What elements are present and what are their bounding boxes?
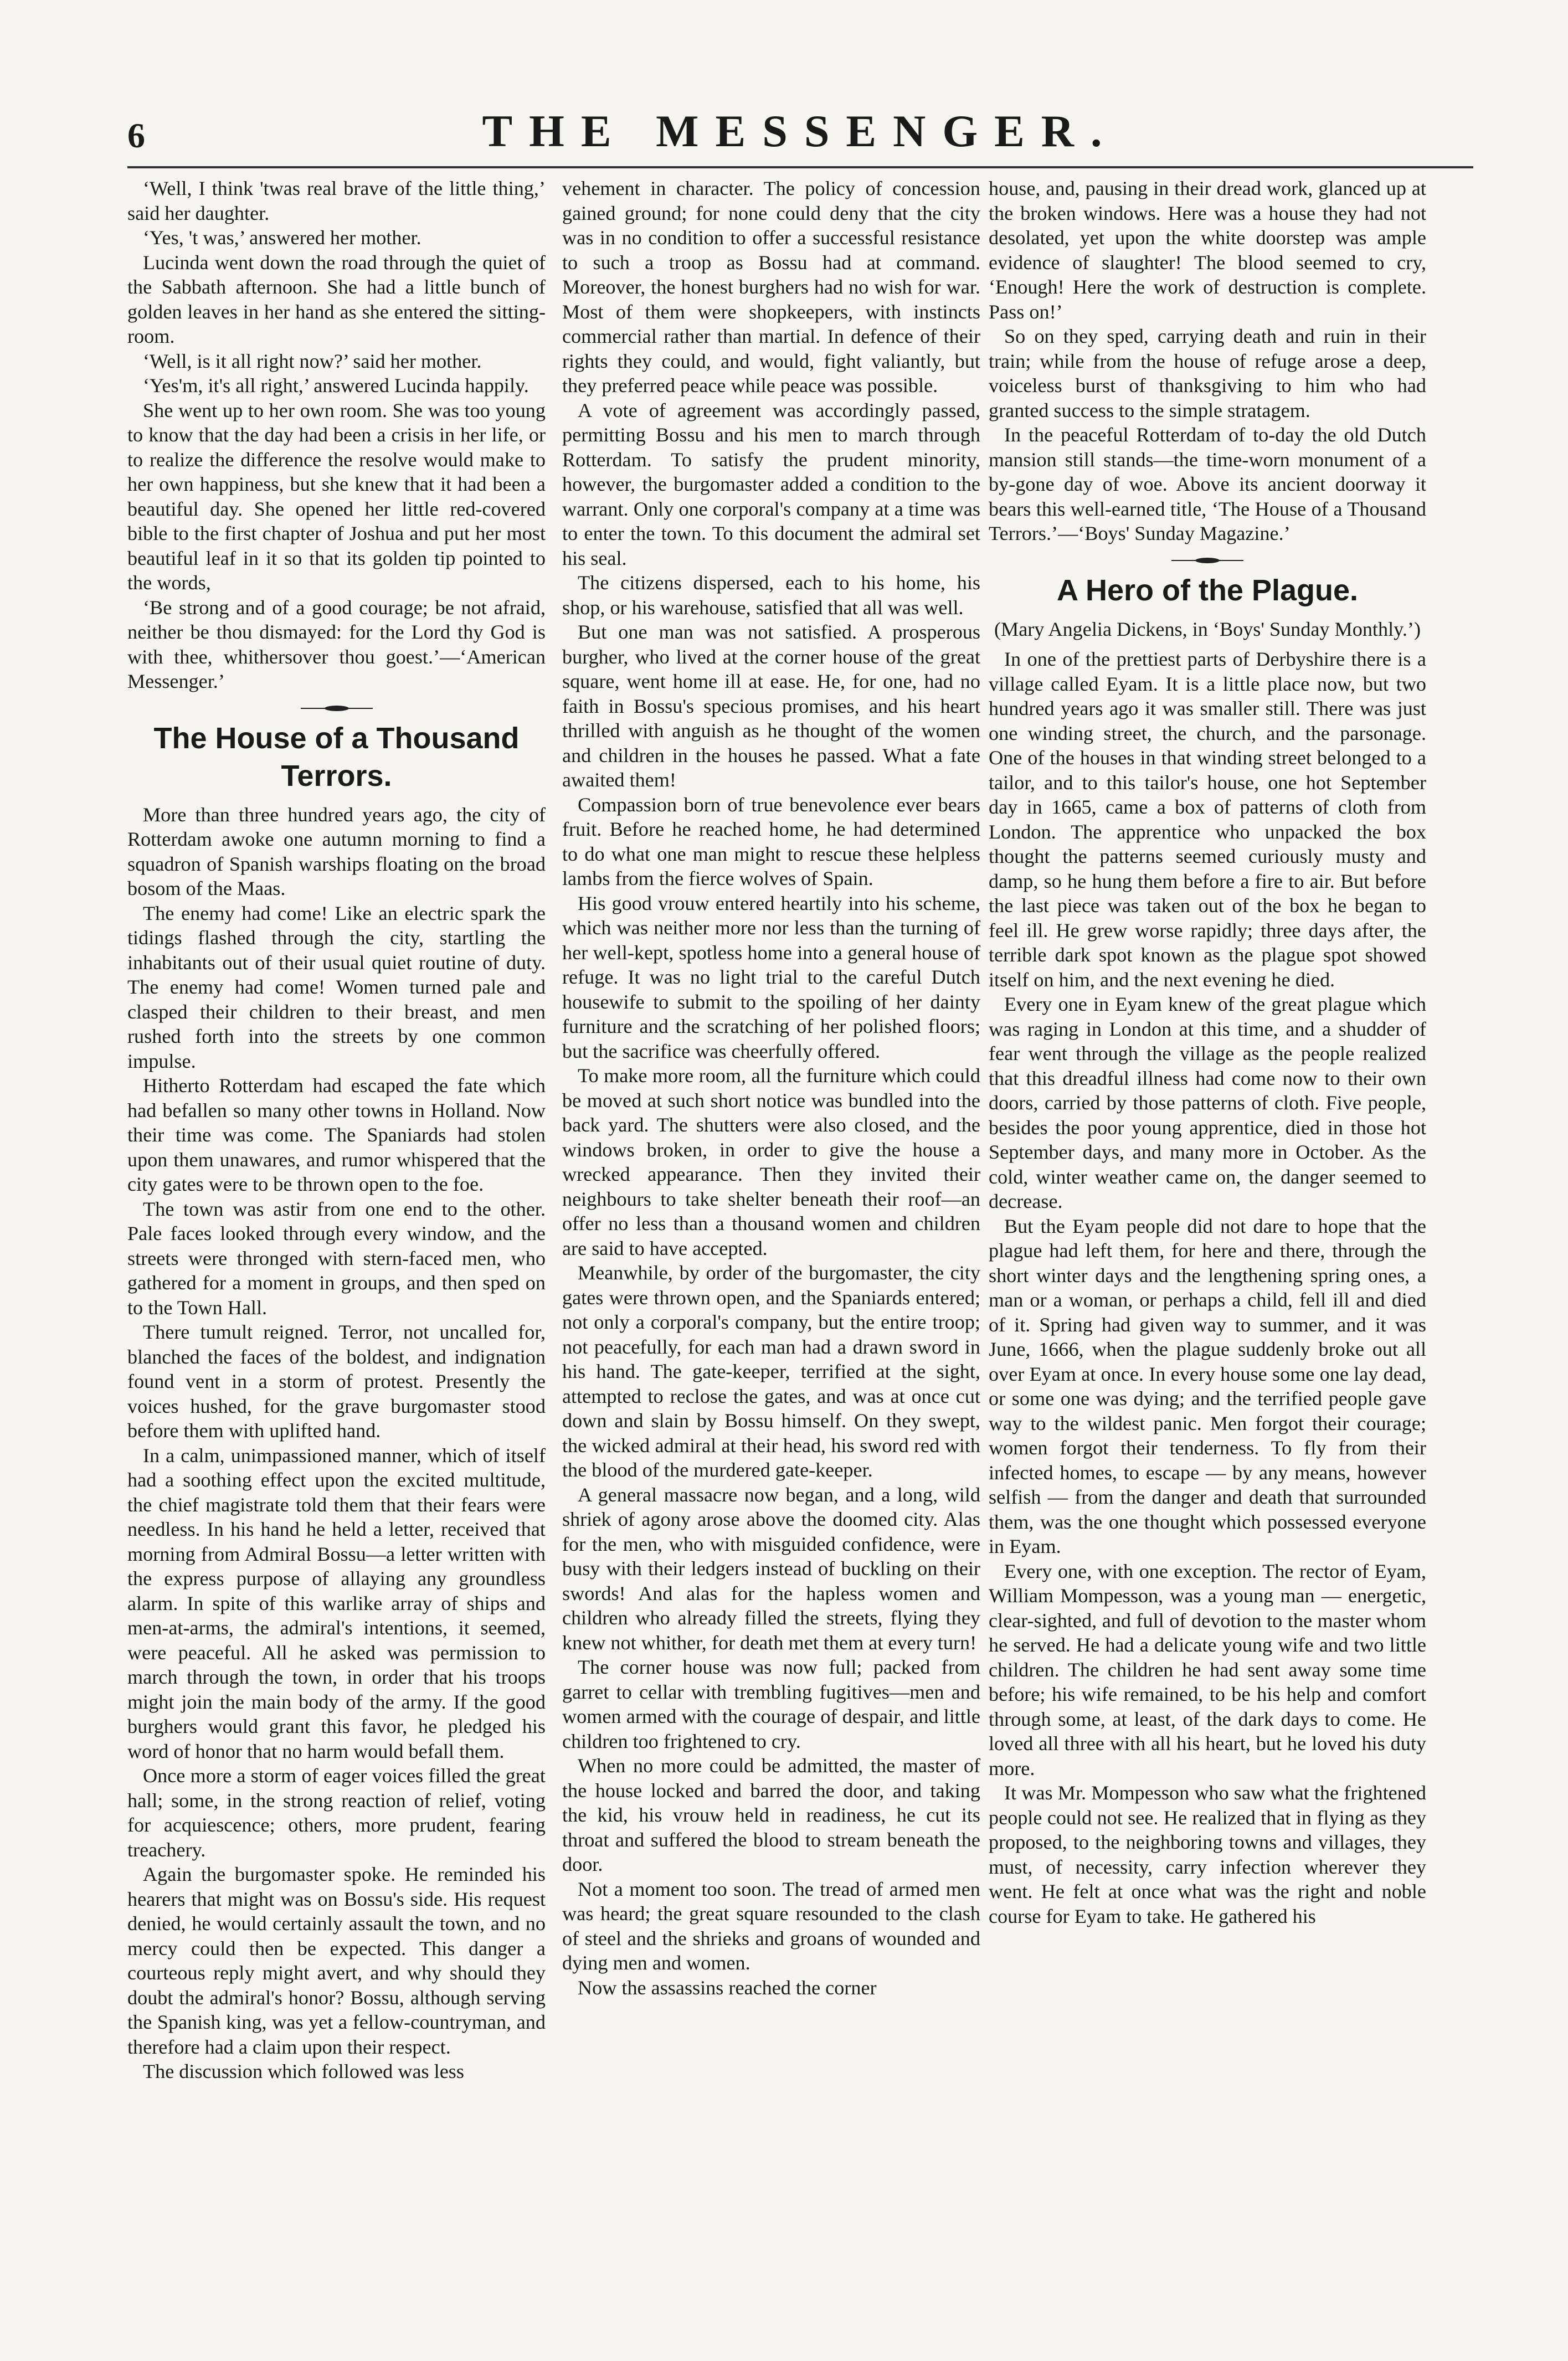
paragraph: Now the assassins reached the corner <box>578 1976 877 1999</box>
paragraph: But the Eyam people did not dare to hope that the plague had left them, for here and there, through the short winter days and the lengthening spring ones, a man or a woman, or perhaps a child, fell ill and died of it. Spring had given way to summer, and it was June, 1666, when the plague suddenly broke out all over Eyam at once. In every house some one lay dead, or some one was dying; and the terrified people gave way to the wildest panic. Men forgot their courage; women forgot their tenderness. To fly from their infected homes, to escape — by any means, however selfish — from the danger and death that surrounded them, was the one thought which possessed everyone in Eyam. <box>989 1215 1426 1557</box>
paragraph: The discussion which followed was less <box>143 2060 464 2082</box>
paragraph: The citizens dispersed, each to his home, his shop, or his warehouse, satisfied that all was well. <box>562 572 980 619</box>
paragraph: ‘Well, is it all right now?’ said her mother. <box>143 349 482 372</box>
paragraph: In a calm, unimpassioned manner, which of itself had a soothing effect upon the excited multitude, the chief magistrate told them that their fears were needless. In his hand he held a letter, received that morning from Admiral Bossu—a letter written with the express purpose of allaying any groundless alarm. In spite of this warlike array of ships and men-at-arms, the admiral's intentions, it seemed, were peaceful. All he asked was permission to march through the town, in order that his troops might join the main body of the army. If the good burghers would grant this favor, he pledged his word of honor that no harm would befall them. <box>127 1444 546 1762</box>
section-heading <box>989 557 1426 609</box>
paragraph: Every one in Eyam knew of the great plague which was raging in London at this time, and a shudder of fear went through the village as the people realized that this dreadful illness had come now to their own doors, carried by those patterns of cloth. Five people, besides the poor young apprentice, died in those hot September days, and many more in October. As the cold, winter weather came on, the danger seemed to decrease. <box>989 993 1426 1212</box>
page-header <box>127 105 1473 166</box>
paragraph: To make more room, all the furniture which could be moved at such short notice was bundled into the back yard. The shutters were also closed, and the windows broken, in order to give the house a wrecked appearance. Then they invited their neighbours to take shelter beneath their roof—an offer no less than a thousand women and children are said to have accepted. <box>562 1064 980 1259</box>
paragraph: In one of the prettiest parts of Derbyshire there is a village called Eyam. It is a little place now, but two hundred years ago it was smaller still. There was just one winding street, the church, and the parsonage. One of the houses in that winding street belonged to a tailor, and to this tailor's house, one hot September day in 1665, came a box of patterns of cloth from London. The apprentice who unpacked the box thought the patterns seemed curiously musty and damp, so he hung them before a fire to air. But before the last piece was taken out of the box he began to feel ill. He grew worse rapidly; three days after, the terrible dark spot known as the plague spot showed itself on him, and the next evening he died. <box>989 648 1426 991</box>
paragraph: A vote of agreement was accordingly passed, permitting Bossu and his men to march through Rotterdam. To satisfy the prudent minority, however, the burgomaster added a condition to the warrant. Only one corporal's company at a time was to enter the town. To this document the admiral set his seal. <box>562 399 980 569</box>
paragraph: ‘Be strong and of a good courage; be not afraid, neither be thou dismayed: for the Lord thy God is with thee, whithersover thou goest.’—‘American Messenger.’ <box>127 596 546 692</box>
article-title: The House of a Thousand Terrors. <box>153 721 520 793</box>
paragraph: She went up to her own room. She was too young to know that the day had been a crisis in her life, or to realize the difference the resolve would make to her own happiness, but she knew that it had been a beautiful day. She opened her little red-covered bible to the first chapter of Joshua and put her most beautiful leaf in it so that its golden tip pointed to the words, <box>127 399 546 594</box>
paragraph: Compassion born of true benevolence ever bears fruit. Before he reached home, he had determined to do what one man might to rescue these helpless lambs from the fierce wolves of Spain. <box>562 793 980 889</box>
paragraph: It was Mr. Mompesson who saw what the frightened people could not see. He realized that in flying as they proposed, to the neighboring towns and villages, they must, of necessity, carry infection wherever they went. He felt at once what was the right and noble course for Eyam to take. He gathered his <box>989 1782 1426 1927</box>
paragraph: The enemy had come! Like an electric spark the tidings flashed through the city, startling the inhabitants out of their usual quiet routine of duty. The enemy had come! Women turned pale and clasped their children to their breast, and men rushed forth into the streets by one common impulse. <box>127 902 546 1072</box>
paragraph: So on they sped, carrying death and ruin in their train; while from the house of refuge arose a deep, voiceless burst of thanksgiving to him who had granted success to the simple stratagem. <box>989 325 1426 421</box>
paragraph: In the peaceful Rotterdam of to-day the old Dutch mansion still stands—the time-worn monument of a by-gone day of woe. Above its ancient doorway it bears this well-earned title, ‘The House of a Thousand Terrors.’—‘Boys' Sunday Magazine.’ <box>989 424 1426 544</box>
paragraph: But one man was not satisfied. A prosperous burgher, who lived at the corner house of the great square, went home ill at ease. He, for one, had no faith in Bossu's specious promises, and his heart thrilled with anguish as he thought of the women and children in the houses he passed. What a fate awaited them! <box>562 621 980 791</box>
column-1 <box>127 176 546 2084</box>
paragraph: More than three hundred years ago, the city of Rotterdam awoke one autumn morning to find a squadron of Spanish warships floating on the broad bosom of the Maas. <box>127 803 546 899</box>
paragraph: Every one, with one exception. The rector of Eyam, William Mompesson, was a young man — energetic, clear-sighted, and full of devotion to the master whom he served. He had a delicate young wife and two little children. The children he had sent away some time before; his wife remained, to be his help and comfort through some, at least, of the dark days to come. He loved all three with all his heart, but he loved his duty more. <box>989 1560 1426 1779</box>
ornament-rule <box>1171 557 1243 564</box>
paragraph: Not a moment too soon. The tread of armed men was heard; the great square resounded to the clash of steel and the shrieks and groans of wounded and dying men and women. <box>562 1878 980 1974</box>
paragraph: Lucinda went down the road through the quiet of the Sabbath afternoon. She had a little bunch of golden leaves in her hand as she entered the sitting-room. <box>127 251 546 347</box>
paragraph: When no more could be admitted, the master of the house locked and barred the door, and taking the kid, his vrouw held in readiness, he cut its throat and suffered the blood to stream beneath the door. <box>562 1755 980 1875</box>
paragraph: ‘Well, I think 'twas real brave of the little thing,’ said her daughter. <box>127 177 546 224</box>
section-heading <box>127 705 546 795</box>
paragraph: Once more a storm of eager voices filled the great hall; some, in the strong reaction of relief, voting for acquiescence; others, more prudent, fearing treachery. <box>127 1765 546 1861</box>
byline: (Mary Angelia Dickens, in ‘Boys' Sunday Monthly.’) <box>994 618 1421 640</box>
paragraph: His good vrouw entered heartily into his scheme, which was neither more nor less than the turning of her well-kept, spotless home into a general house of refuge. It was no light trial to the careful Dutch housewife to submit to the spoiling of her dainty furniture and the scratching of her polished floors; but the sacrifice was cheerfully offered. <box>562 892 980 1062</box>
paragraph: The town was astir from one end to the other. Pale faces looked through every window, and the streets were thronged with stern-faced men, who gathered for a moment in groups, and then sped on to the Town Hall. <box>127 1197 546 1319</box>
paragraph: Hitherto Rotterdam had escaped the fate which had befallen so many other towns in Holland. Now their time was come. The Spaniards had stolen upon them unawares, and rumor whispered that the city gates were to be thrown open to the foe. <box>127 1074 546 1195</box>
paragraph: Meanwhile, by order of the burgomaster, the city gates were thrown open, and the Spaniards entered; not only a corporal's company, but the entire troop; not peacefully, for each man had a drawn sword in his hand. The gate-keeper, terrified at the sight, attempted to reclose the gates, and was at once cut down and slain by Bossu himself. On they swept, the wicked admiral at their head, his sword red with the blood of the murdered gate-keeper. <box>562 1262 980 1481</box>
paragraph: A general massacre now began, and a long, wild shriek of agony arose above the doomed city. Alas for the men, who with misguided confidence, were busy with their ledgers instead of buckling on their swords! And alas for the hapless women and children who already filled the streets, flying they knew not whither, for death met them at every turn! <box>562 1483 980 1654</box>
page-number: 6 <box>127 116 145 155</box>
paragraph: There tumult reigned. Terror, not uncalled for, blanched the faces of the boldest, and indignation found vent in a storm of protest. Presently the voices hushed, for the grave burgomaster stood before them with uplifted hand. <box>127 1321 546 1442</box>
masthead-title: THE MESSENGER. <box>482 106 1119 156</box>
ornament-rule <box>301 705 373 712</box>
header-rule <box>127 166 1473 168</box>
paragraph: Again the burgomaster spoke. He reminded his hearers that might was on Bossu's side. His request denied, he would certainly assault the town, and no mercy could then be expected. This danger a courteous reply might avert, and why should they doubt the admiral's honor? Bossu, although serving the Spanish king, was yet a fellow-countryman, and therefore had a claim upon their respect. <box>127 1863 546 2058</box>
paragraph: vehement in character. The policy of concession gained ground; for none could deny that the city was in no condition to offer a successful resistance to such a troop as Bossu had at command. Moreover, the honest burghers had no wish for war. Most of them were shopkeepers, with instincts commercial rather than martial. In defence of their rights they could, and would, fight valiantly, but they preferred peace while peace was possible. <box>562 177 980 397</box>
paragraph: house, and, pausing in their dread work, glanced up at the broken windows. Here was a house they had not desolated, yet upon the white doorstep was ample evidence of slaughter! The blood seemed to cry, ‘Enough! Here the work of destruction is complete. Pass on!’ <box>989 177 1426 323</box>
column-2 <box>562 176 980 2000</box>
paragraph: The corner house was now full; packed from garret to cellar with trembling fugitives—men and women armed with the courage of despair, and little children too frightened to cry. <box>562 1656 980 1752</box>
paragraph: ‘Yes, 't was,’ answered her mother. <box>143 227 421 249</box>
article-title: A Hero of the Plague. <box>1056 573 1359 607</box>
paragraph: ‘Yes'm, it's all right,’ answered Lucinda happily. <box>143 374 529 397</box>
column-3 <box>989 176 1426 1928</box>
